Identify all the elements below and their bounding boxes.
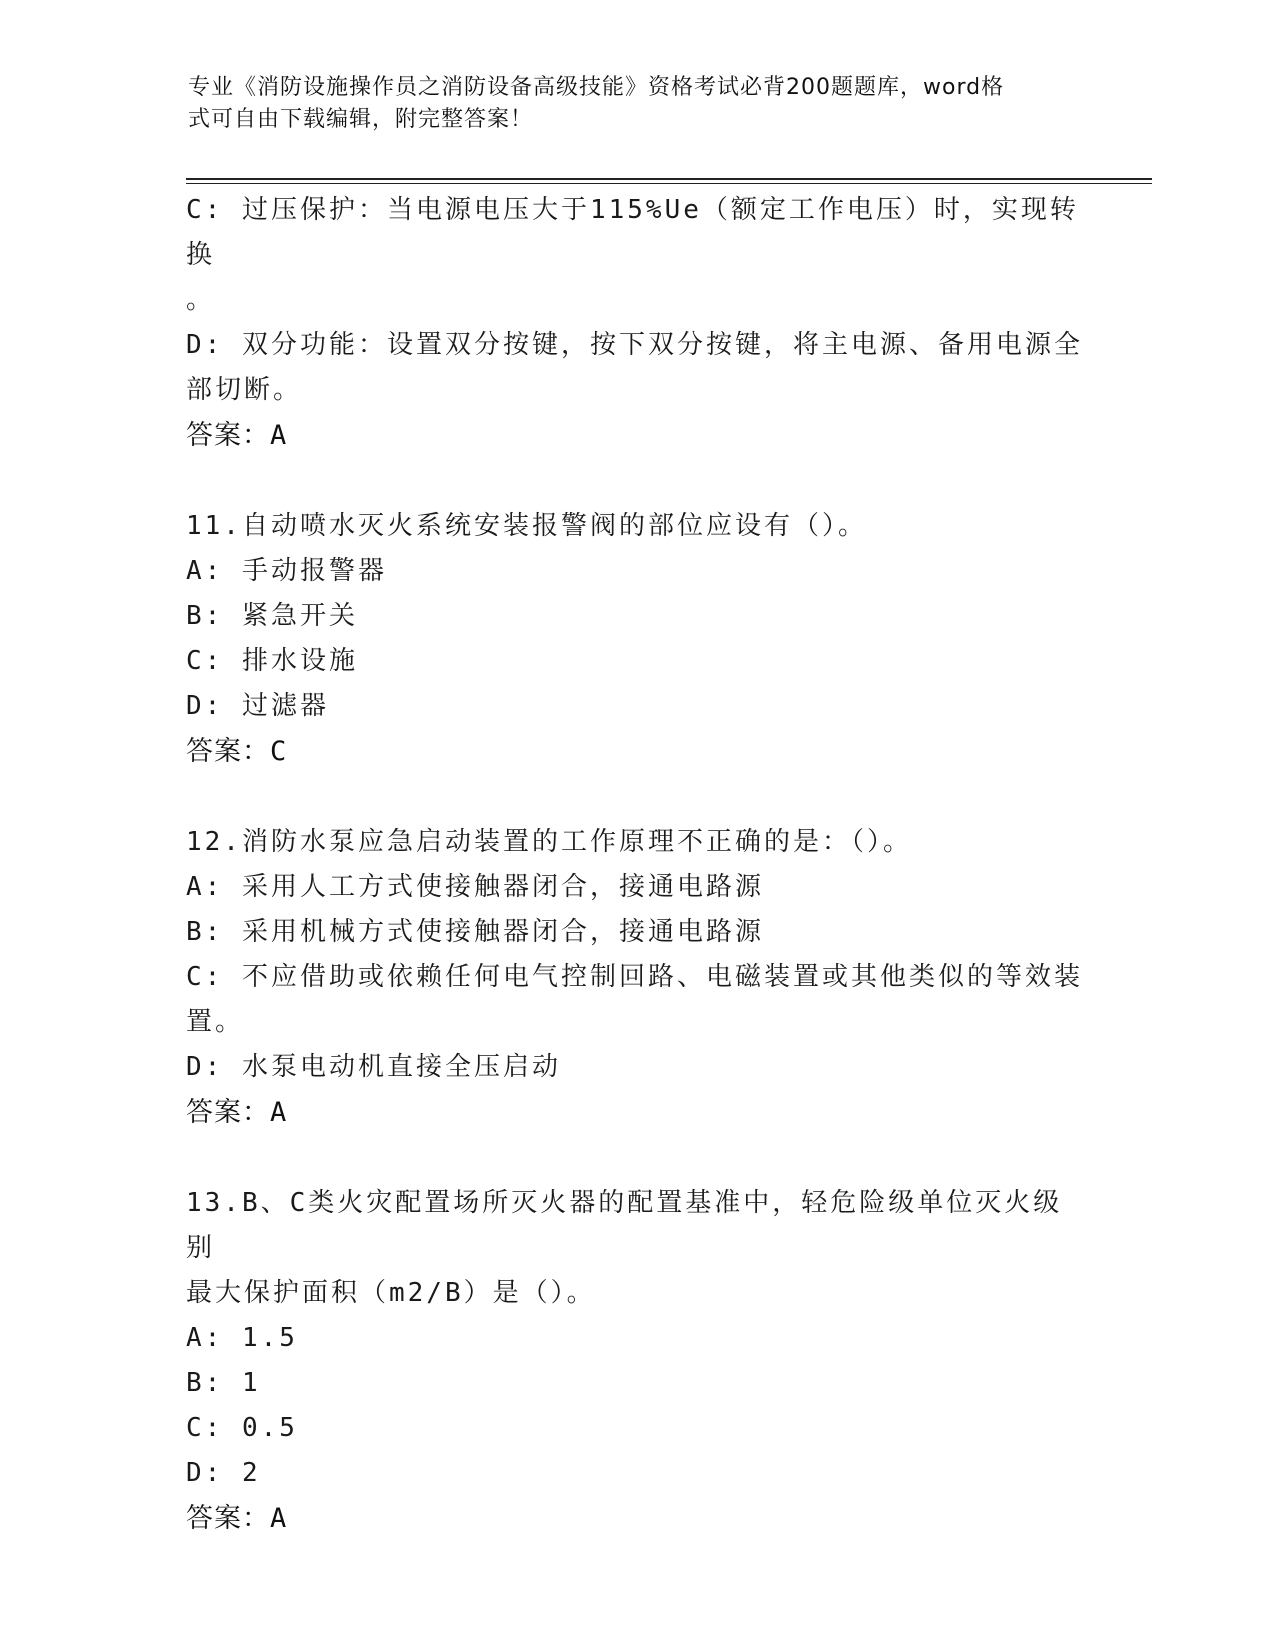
answer	[186, 729, 1086, 774]
spacer	[186, 774, 1086, 820]
option-b: B: 紧急开关	[186, 601, 358, 631]
option-b: B: 采用机械方式使接触器闭合，接通电路源	[186, 917, 764, 947]
header-divider-thick	[186, 178, 1152, 180]
answer-value: A	[270, 420, 288, 451]
option-c-wrap: 。	[186, 285, 216, 315]
option-d-wrap: 部切断。	[186, 375, 303, 405]
answer-value: A	[270, 1097, 288, 1128]
option-d: D: 过滤器	[186, 691, 329, 721]
answer	[186, 1496, 1086, 1541]
option-c: C: 排水设施	[186, 646, 358, 676]
answer-label: 答案：	[186, 736, 270, 767]
question-stem: 13.B、C类火灾配置场所灭火器的配置基准中，轻危险级单位灭火级别	[186, 1188, 1063, 1263]
question-11	[186, 504, 1086, 774]
option-a: A: 采用人工方式使接触器闭合，接通电路源	[186, 872, 764, 902]
option-b: B: 1	[186, 1368, 261, 1398]
question-stem: 11.自动喷水灭火系统安装报警阀的部位应设有（）。	[186, 511, 867, 541]
header-line-1: 专业《消防设施操作员之消防设备高级技能》资格考试必背200题题库，word格	[188, 75, 1005, 100]
document-header	[188, 72, 1068, 136]
answer-value: C	[270, 736, 288, 767]
option-d: D: 2	[186, 1458, 261, 1488]
answer	[186, 413, 1086, 458]
option-c: C: 过压保护：当电源电压大于115%Ue（额定工作电压）时，实现转换	[186, 195, 1079, 270]
question-12	[186, 820, 1086, 1135]
question-13	[186, 1181, 1086, 1541]
option-c: C: 0.5	[186, 1413, 298, 1443]
answer	[186, 1090, 1086, 1135]
option-c-wrap: 置。	[186, 1007, 245, 1037]
answer-value: A	[270, 1503, 288, 1534]
spacer	[186, 458, 1086, 504]
header-divider-thin	[186, 183, 1152, 184]
answer-label: 答案：	[186, 1097, 270, 1128]
header-line-2: 式可自由下载编辑，附完整答案！	[188, 107, 534, 132]
question-stem-wrap: 最大保护面积（m2/B）是（）。	[186, 1278, 596, 1308]
answer-label: 答案：	[186, 1503, 270, 1534]
option-a: A: 1.5	[186, 1323, 298, 1353]
document-body	[186, 188, 1086, 1541]
option-c: C: 不应借助或依赖任何电气控制回路、电磁装置或其他类似的等效装	[186, 962, 1083, 992]
question-10-continuation	[186, 188, 1086, 458]
spacer	[186, 1135, 1086, 1181]
option-d: D: 双分功能：设置双分按键，按下双分按键，将主电源、备用电源全	[186, 330, 1083, 360]
question-stem: 12.消防水泵应急启动装置的工作原理不正确的是：（）。	[186, 827, 912, 857]
answer-label: 答案：	[186, 420, 270, 451]
option-a: A: 手动报警器	[186, 556, 387, 586]
option-d: D: 水泵电动机直接全压启动	[186, 1052, 561, 1082]
